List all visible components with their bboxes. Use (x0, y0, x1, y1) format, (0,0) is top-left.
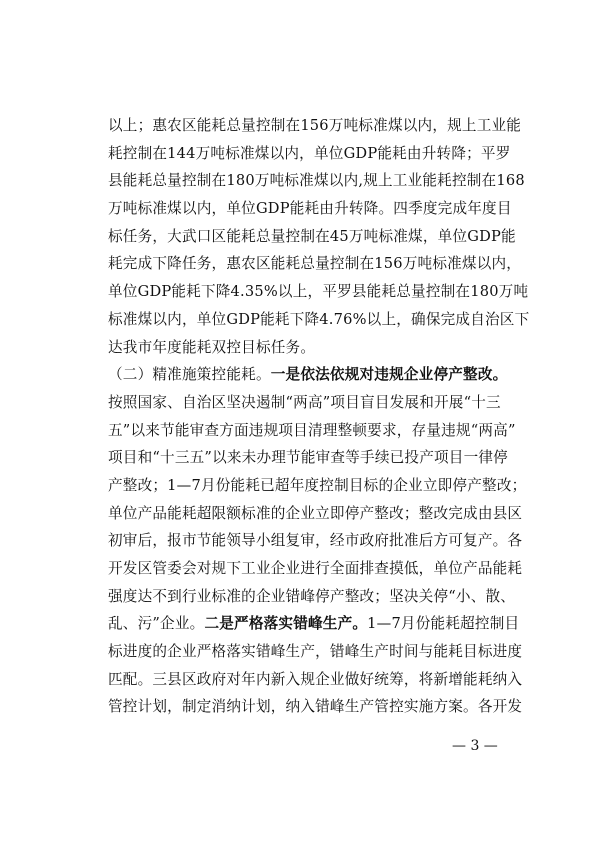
body-text-segment: 单位产品能耗超限额标准的企业立即停产整改；整改完成由县区 (108, 504, 523, 522)
body-text-segment: 县能耗总量控制在180万吨标准煤以内,规上工业能耗控制在168 (108, 172, 525, 190)
text-line (108, 389, 501, 417)
text-line (108, 140, 511, 168)
page-number: — 3 — (452, 738, 498, 754)
body-text-segment: 万吨标准煤以内，单位GDP能耗由升转降。四季度完成年度目 (108, 200, 512, 218)
body-text-segment: 标任务，大武口区能耗总量控制在45万吨标准煤，单位GDP能 (108, 227, 516, 245)
body-text-segment: 标准煤以内，单位GDP能耗下降4.76%以上，确保完成自治区下 (108, 310, 530, 328)
text-line (108, 223, 516, 251)
body-text-segment: 耗控制在144万吨标准煤以内，单位GDP能耗由升转降；平罗 (108, 144, 511, 162)
body-text-segment: 1—7月份能耗超控制目 (367, 615, 520, 633)
text-line (108, 250, 522, 278)
body-text-segment: 初审后，报市节能领导小组复审，经市政府批准后方可复产。各 (108, 532, 523, 550)
body-text-segment: 耗完成下降任务，惠农区能耗总量控制在156万吨标准煤以内， (108, 255, 522, 273)
body-text-segment: 强度达不到行业标准的企业错峰停产整改；坚决关停“小、散、 (108, 587, 516, 605)
body-text-segment: 达我市年度能耗双控目标任务。 (108, 338, 316, 356)
text-line (108, 693, 523, 721)
text-line (108, 167, 525, 195)
body-text-segment: 乱、污”企业。 (108, 615, 205, 633)
text-line (108, 638, 523, 666)
text-line (108, 666, 523, 694)
bold-heading-text: 一是依法依规对违规企业停产整改。 (270, 366, 508, 384)
text-line (108, 500, 523, 528)
text-line (108, 417, 516, 445)
body-text-segment: （二）精准施策控能耗。 (108, 366, 271, 384)
body-text (108, 112, 530, 721)
body-text-segment: 单位GDP能耗下降4.35%以上，平罗县能耗总量控制在180万吨 (108, 283, 529, 301)
text-line (108, 306, 530, 334)
text-line (108, 555, 523, 583)
bold-heading-text: 二是严格落实错峰生产。 (204, 615, 368, 633)
body-text-segment: 以上；惠农区能耗总量控制在156万吨标准煤以内，规上工业能 (108, 117, 522, 134)
body-text-segment: 五”以来节能审查方面违规项目清理整顿要求，存量违规“两高” (108, 421, 516, 439)
text-line (108, 361, 508, 389)
text-line (108, 444, 508, 472)
text-line (108, 527, 523, 555)
body-text-segment: 项目和“十三五”以来未办理节能审查等手续已投产项目一律停 (108, 449, 508, 467)
body-text-segment: 按照国家、自治区坚决遏制“两高”项目盲目发展和开展“十三 (108, 393, 501, 411)
body-text-segment: 匹配。三县区政府对年内新入规企业做好统筹，将新增能耗纳入 (108, 670, 523, 688)
text-line (108, 583, 516, 611)
text-line (108, 278, 529, 306)
body-text-segment: 开发区管委会对规下工业企业进行全面排查摸低，单位产品能耗 (108, 560, 523, 577)
text-line (108, 195, 512, 223)
text-line (108, 334, 492, 362)
body-text-segment: 产整改；1—7月份能耗已超年度控制目标的企业立即停产整改； (108, 476, 527, 494)
text-line (108, 112, 522, 140)
body-text-segment: 标进度的企业严格落实错峰生产，错峰生产时间与能耗目标进度 (108, 643, 523, 661)
body-text-segment: 管控计划，制定消纳计划，纳入错峰生产管控实施方案。各开发 (108, 698, 523, 716)
text-line (108, 472, 527, 500)
text-line (108, 610, 520, 638)
